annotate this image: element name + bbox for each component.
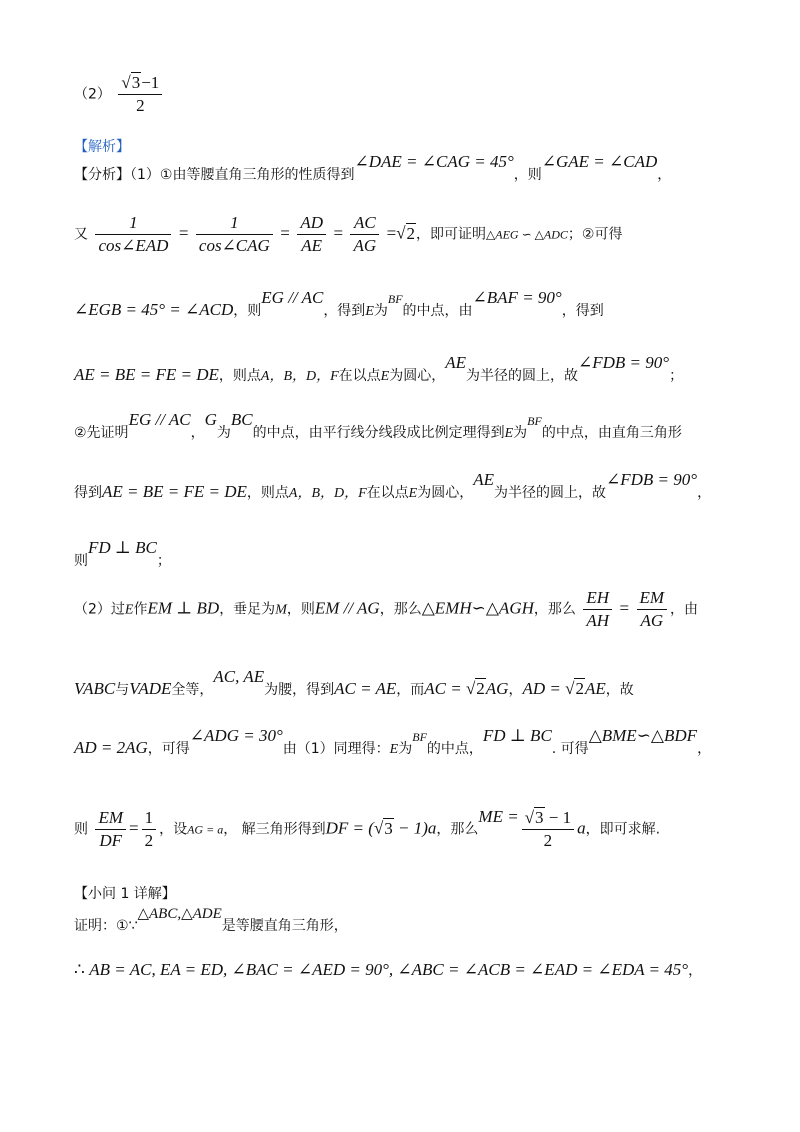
sub1-proof-line-1: 证明：①∵△ABC,△ADE是等腰直角三角形，	[74, 906, 348, 934]
fraction-em-ag: $\frac{EM}{AG}$	[637, 588, 668, 631]
sub1-proof-line-2: ∴ AB = AC, EA = ED, ∠BAC = ∠AED = 90°, ∠ABC = ∠ACB = ∠EAD = ∠EDA = 45°，	[74, 960, 703, 979]
answer-2-label: （2）	[74, 86, 111, 103]
answer-2-fraction: $\frac{√3-1}{2}$	[118, 73, 162, 116]
analysis-line-1: 【分析】（1）①由等腰直角三角形的性质得到∠DAE = ∠CAG = 45°，则∠GAE = ∠CAD，	[74, 152, 672, 183]
part2-line-2: VABC与VADE全等，AC, AE为腰，得到AC = AE，而AC = √2AG，AD = √2AE，故	[74, 667, 634, 698]
fraction-4: $\frac{AC}{AG}$	[350, 213, 379, 256]
analysis-line-4: AE = BE = FE = DE，则点A，B，D，F在以点E为圆心，AE为半径的圆上，故∠FDB = 90°；	[74, 353, 684, 384]
fraction-em-df: $\frac{EM}{DF}$	[95, 808, 126, 851]
fraction-eh-ah: $\frac{EH}{AH}$	[583, 588, 612, 631]
part2-line-4: 则 $\frac{EM}{DF}$ = $\frac{1}{2}$ ，设AG = a， 解三角形得到DF = (√3 − 1)a，那么ME = $\frac{√3 - 1}{2}$ a，即可求解.	[74, 806, 661, 850]
sub1-heading: 【小问 1 详解】	[74, 886, 176, 902]
fraction-me: $\frac{√3 - 1}{2}$	[522, 808, 574, 851]
answer-2	[74, 73, 165, 116]
analysis-line-5: ②先证明EG // AC，G为BC的中点，由平行线分线段成比例定理得到E为BF的中点，由直角三角形	[74, 410, 682, 441]
part2-line-3: AD = 2AG，可得∠ADG = 30°由（1）同理得：E为BF的中点，FD ⊥ BC. 可得△BME∽△BDF，	[74, 726, 712, 757]
analysis-line-6: 得到AE = BE = FE = DE，则点A，B，D，F在以点E为圆心，AE为半径的圆上，故∠FDB = 90°，	[74, 470, 712, 501]
part2-line-1: （2）过E作EM ⊥ BD，垂足为M，则EM // AG，那么△EMH∽△AGH，那么 $\frac{EH}{AH}$ = $\frac{EM}{AG}$ ，由	[74, 588, 699, 630]
fraction-half: $\frac{1}{2}$	[142, 808, 157, 851]
fraction-3: $\frac{AD}{AE}$	[297, 213, 326, 256]
fraction-1: $\frac{1}{\text{cos∠EAD}}$	[95, 213, 171, 256]
analysis-line-2: 又 $\frac{1}{\text{cos∠EAD}}$ = $\frac{1}{\text{cos∠CAG}}$ = $\frac{AD}{AE}$ = $\frac{AC}{AG}$ =√2，即可证明△AEG ∽ △ADC；②可得	[74, 213, 623, 255]
jiexi-heading: 【解析】	[74, 139, 130, 155]
analysis-line-3: ∠EGB = 45° = ∠ACD，则EG // AC，得到E为BF的中点，由∠BAF = 90°，得到	[74, 288, 604, 319]
analysis-line-7: 则FD ⊥ BC；	[74, 538, 171, 569]
fraction-2: $\frac{1}{\text{cos∠CAG}}$	[196, 213, 273, 256]
